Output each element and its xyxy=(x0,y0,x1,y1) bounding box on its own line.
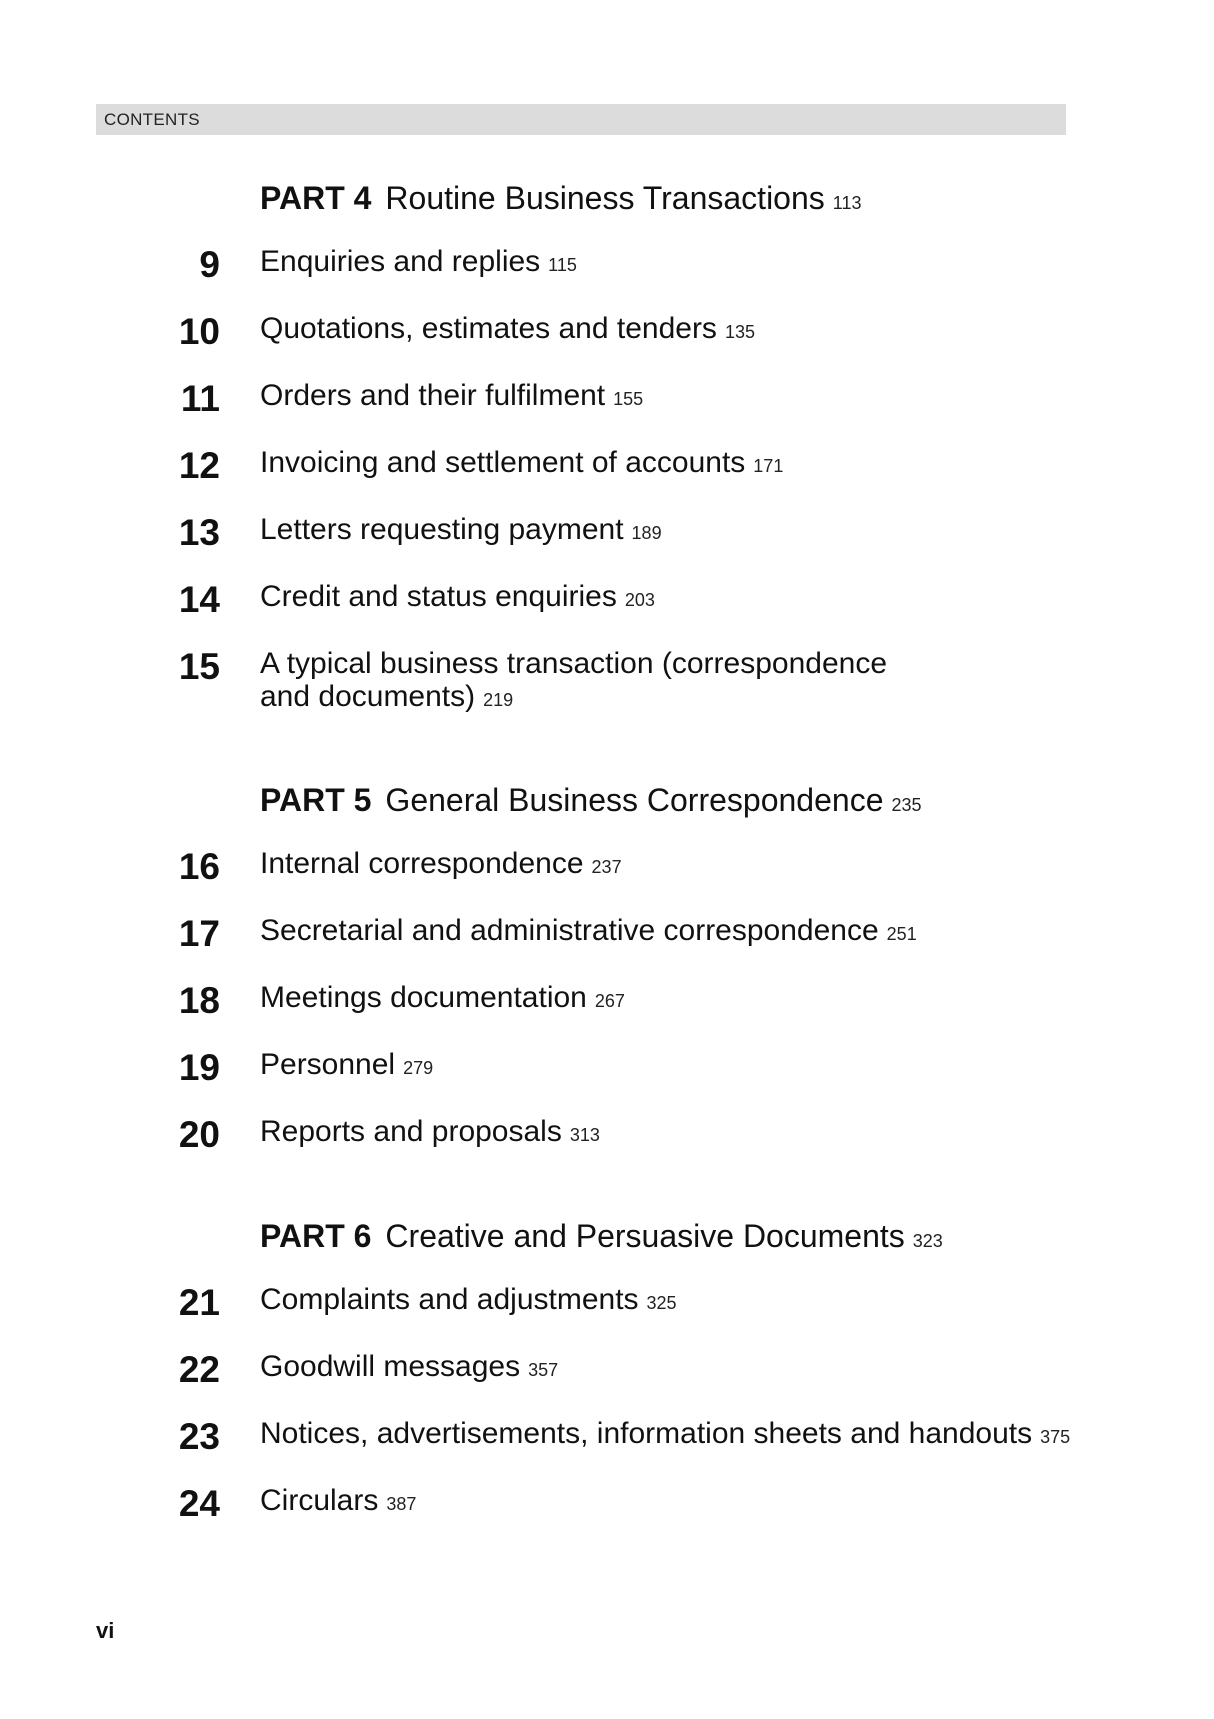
part-title: Creative and Persuasive Documents xyxy=(385,1218,905,1254)
chapter-title-block xyxy=(260,580,960,617)
chapter-number: 21 xyxy=(178,1282,220,1323)
chapter-title-block xyxy=(260,1417,1120,1454)
chapter-title-block xyxy=(260,914,960,951)
part-heading xyxy=(260,780,922,825)
chapter-page: 171 xyxy=(753,456,784,476)
chapter-title: Meetings documentation xyxy=(260,981,587,1014)
chapter-title: Internal correspondence xyxy=(260,847,584,880)
chapter-page: 189 xyxy=(631,523,662,543)
part-title: General Business Correspondence xyxy=(385,782,884,818)
chapter-title-block xyxy=(260,1350,960,1387)
part-label: PART 5 xyxy=(260,782,372,818)
chapter-title: Reports and proposals xyxy=(260,1115,562,1148)
part-title: Routine Business Transactions xyxy=(385,180,825,216)
chapter-title: Quotations, estimates and tenders xyxy=(260,312,717,345)
chapter-number: 14 xyxy=(178,579,220,620)
chapter-number: 11 xyxy=(180,378,220,419)
chapter-number: 17 xyxy=(178,913,220,954)
chapter-title-block xyxy=(260,446,960,483)
chapter-page: 135 xyxy=(724,322,755,342)
part-page: 113 xyxy=(832,193,862,213)
part-label: PART 4 xyxy=(260,180,372,216)
chapter-title-block xyxy=(260,379,960,416)
chapter-title-block xyxy=(260,981,960,1018)
chapter-title-block xyxy=(260,312,960,349)
chapter-title: Enquiries and replies xyxy=(260,245,541,278)
chapter-number: 13 xyxy=(178,512,220,553)
chapter-page: 219 xyxy=(483,690,514,710)
chapter-number: 23 xyxy=(178,1416,220,1457)
chapter-page: 267 xyxy=(594,991,625,1011)
chapter-title: Letters requesting payment xyxy=(260,513,624,546)
chapter-number: 22 xyxy=(178,1349,220,1390)
chapter-title: Personnel xyxy=(260,1048,396,1081)
part-page: 235 xyxy=(891,795,922,815)
chapter-number: 16 xyxy=(178,846,220,887)
chapter-page: 387 xyxy=(386,1494,417,1514)
chapter-title-block xyxy=(260,847,960,884)
chapter-page: 325 xyxy=(646,1293,677,1313)
chapter-title-block xyxy=(260,1115,960,1152)
chapter-title-block xyxy=(260,647,940,717)
chapter-title: Circulars xyxy=(260,1484,379,1517)
chapter-number: 9 xyxy=(199,244,220,285)
part-page: 323 xyxy=(912,1231,943,1251)
page-folio: vi xyxy=(96,1618,115,1643)
chapter-number: 15 xyxy=(178,646,220,687)
chapter-title: Secretarial and administrative correspondence xyxy=(260,914,879,947)
part-label: PART 6 xyxy=(260,1218,372,1254)
chapter-title: Orders and their fulfilment xyxy=(260,379,606,412)
running-head: CONTENTS xyxy=(96,104,1066,135)
part-heading xyxy=(260,178,861,223)
chapter-title: Complaints and adjustments xyxy=(260,1283,639,1316)
chapter-title-block xyxy=(260,1283,960,1320)
chapter-page: 203 xyxy=(624,590,655,610)
chapter-number: 10 xyxy=(178,311,220,352)
chapter-page: 115 xyxy=(548,255,577,275)
chapter-page: 375 xyxy=(1040,1427,1071,1447)
chapter-page: 357 xyxy=(528,1360,559,1380)
chapter-title-block xyxy=(260,245,960,282)
chapter-title: A typical business transaction (correspondence and documents) xyxy=(260,647,888,713)
chapter-page: 279 xyxy=(403,1058,434,1078)
chapter-page: 237 xyxy=(591,857,622,877)
chapter-number: 19 xyxy=(178,1047,220,1088)
chapter-title: Goodwill messages xyxy=(260,1350,521,1383)
chapter-page: 313 xyxy=(569,1125,600,1145)
chapter-page: 155 xyxy=(613,389,644,409)
chapter-page: 251 xyxy=(886,924,917,944)
chapter-title-block xyxy=(260,513,960,550)
chapter-number: 18 xyxy=(178,980,220,1021)
chapter-title: Invoicing and settlement of accounts xyxy=(260,446,746,479)
chapter-title-block xyxy=(260,1048,960,1085)
chapter-number: 24 xyxy=(178,1483,220,1524)
chapter-number: 12 xyxy=(178,445,220,486)
chapter-title-block xyxy=(260,1484,960,1521)
chapter-title: Credit and status enquiries xyxy=(260,580,617,613)
chapter-number: 20 xyxy=(178,1114,220,1155)
part-heading xyxy=(260,1216,943,1261)
chapter-title: Notices, advertisements, information sheets and handouts xyxy=(260,1417,1033,1450)
